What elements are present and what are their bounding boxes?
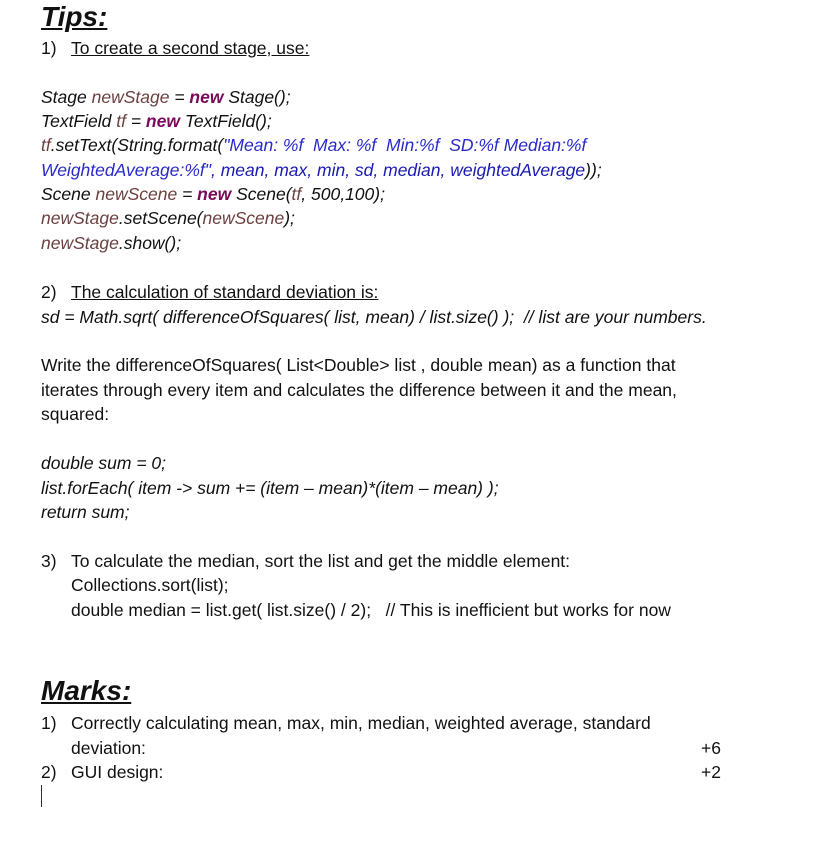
- paragraph-line-3: squared:: [41, 404, 110, 424]
- marks-item-2-points: +2: [701, 762, 721, 782]
- tip3-line-1: To calculate the median, sort the list and get the middle element:: [71, 551, 571, 571]
- tip2-number: 2): [41, 282, 57, 302]
- marks-item-2-line-1: GUI design:: [71, 762, 164, 782]
- code-return: return sum;: [41, 502, 130, 522]
- code-line-settext-cont: WeightedAverage:%f", mean, max, min, sd, median, weightedAverage));: [41, 160, 602, 180]
- code-foreach: list.forEach( item -> sum += (item – mean)*(item – mean) );: [41, 478, 499, 498]
- marks-heading: Marks:: [41, 675, 132, 706]
- tip3-line-2: Collections.sort(list);: [71, 575, 229, 595]
- code-line-textfield: TextField tf = new TextField();: [41, 111, 272, 131]
- sd-formula: sd = Math.sqrt( differenceOfSquares( list, mean) / list.size() ); // list are your numbers.: [41, 307, 707, 327]
- paragraph-line-2: iterates through every item and calculates the difference between it and the mean,: [41, 380, 677, 400]
- tip1-number: 1): [41, 38, 57, 58]
- tip1-heading: To create a second stage, use:: [71, 38, 310, 58]
- marks-item-1-line-2: deviation:: [71, 738, 146, 758]
- paragraph-line-1: Write the differenceOfSquares( List<Double> list , double mean) as a function that: [41, 355, 676, 375]
- tip3-number: 3): [41, 551, 57, 571]
- tip3-line-3: double median = list.get( list.size() / 2); // This is inefficient but works for now: [71, 600, 671, 620]
- marks-item-1-line-1: Correctly calculating mean, max, min, median, weighted average, standard: [71, 713, 651, 733]
- marks-item-2-number: 2): [41, 762, 57, 782]
- code-line-setscene: newStage.setScene(newScene);: [41, 208, 295, 228]
- marks-item-1-points: +6: [701, 738, 721, 758]
- code-line-settext: tf.setText(String.format("Mean: %f Max: %f Min:%f SD:%f Median:%f: [41, 135, 587, 155]
- code-sum-init: double sum = 0;: [41, 453, 167, 473]
- code-line-scene: Scene newScene = new Scene(tf, 500,100);: [41, 184, 385, 204]
- tip2-heading: The calculation of standard deviation is:: [71, 282, 379, 302]
- code-line-show: newStage.show();: [41, 233, 182, 253]
- marks-item-1-number: 1): [41, 713, 57, 733]
- code-line-stage: Stage newStage = new Stage();: [41, 87, 291, 107]
- text-cursor[interactable]: [41, 785, 42, 807]
- tips-heading: Tips:: [41, 1, 108, 32]
